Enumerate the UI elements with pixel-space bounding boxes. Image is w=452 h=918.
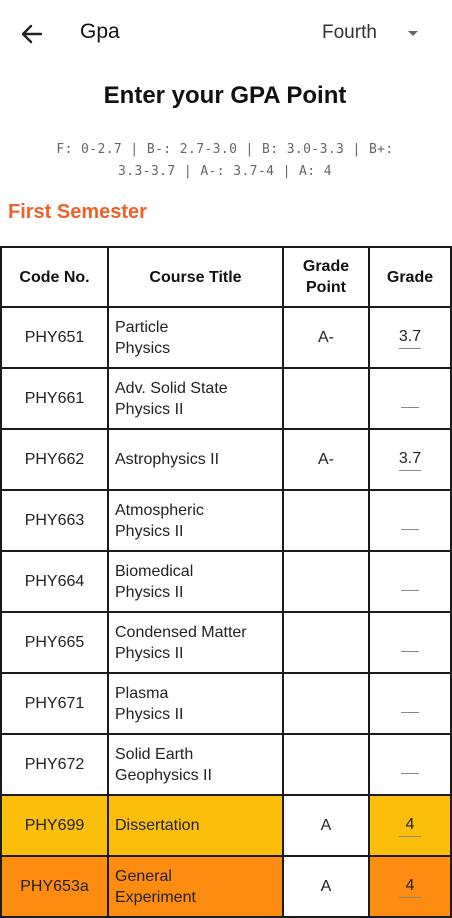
course-title <box>108 734 283 795</box>
table-row <box>1 856 451 917</box>
grade-input[interactable]: 3.7 <box>399 327 421 349</box>
grade-input[interactable]: 4 <box>399 876 421 898</box>
grade-point-selector[interactable] <box>283 734 369 795</box>
course-title <box>108 490 283 551</box>
grade-scale-line-1: F: 0-2.7 | B-: 2.7-3.0 | B: 3.0-3.3 | B+: <box>56 142 394 157</box>
course-title-line-2: Geophysics II <box>115 766 212 784</box>
grade-point-selector[interactable]: A- <box>283 429 369 490</box>
header-grade-point-line-2: Point <box>306 279 346 296</box>
grade-point-selector[interactable]: A- <box>283 307 369 368</box>
app-bar <box>0 0 450 66</box>
course-title-line-2: Physics II <box>115 583 184 601</box>
grade-cell <box>369 551 451 612</box>
course-title-line-2: Physics II <box>115 522 184 540</box>
grade-cell <box>369 307 451 368</box>
course-title-line-2: Physics <box>115 339 171 357</box>
gpa-heading: Enter your GPA Point <box>103 82 347 109</box>
grade-input[interactable]: 4 <box>399 815 421 837</box>
table-row <box>1 368 451 429</box>
course-title-line-2: Physics II <box>115 705 184 723</box>
course-title <box>108 856 283 917</box>
course-title <box>108 612 283 673</box>
grade-cell <box>369 490 451 551</box>
table-header-row <box>1 247 451 307</box>
table-row <box>1 429 451 490</box>
course-code: PHY653a <box>1 856 108 917</box>
course-title-line-2: Physics II <box>115 644 184 662</box>
grade-cell <box>369 734 451 795</box>
course-title-line-1: Adv. Solid State <box>115 379 228 397</box>
course-title-line-1: Astrophysics II <box>115 451 220 468</box>
course-table <box>0 246 452 918</box>
course-code: PHY664 <box>1 551 108 612</box>
course-title-line-1: General <box>115 867 172 885</box>
course-title-line-1: Particle <box>115 318 169 336</box>
table-row <box>1 612 451 673</box>
course-title-line-1: Biomedical <box>115 562 194 580</box>
header-course-title: Course Title <box>108 247 283 307</box>
grade-point-selector[interactable] <box>283 490 369 551</box>
course-title-line-2: Experiment <box>115 888 196 906</box>
header-code: Code No. <box>1 247 108 307</box>
table-row <box>1 734 451 795</box>
table-row <box>1 307 451 368</box>
grade-scale <box>12 139 438 183</box>
grade-input[interactable] <box>401 712 419 713</box>
grade-point-selector[interactable] <box>283 368 369 429</box>
grade-point-selector[interactable]: A <box>283 856 369 917</box>
grade-cell <box>369 673 451 734</box>
semester-title: First Semester <box>8 201 147 223</box>
grade-cell <box>369 368 451 429</box>
course-title <box>108 368 283 429</box>
course-code: PHY651 <box>1 307 108 368</box>
course-title-line-1: Dissertation <box>115 817 200 834</box>
grade-scale-line-2: 3.3-3.7 | A-: 3.7-4 | A: 4 <box>118 164 332 179</box>
grade-input[interactable] <box>401 590 419 591</box>
course-code: PHY661 <box>1 368 108 429</box>
header-grade-point <box>283 247 369 307</box>
grade-input[interactable] <box>401 529 419 530</box>
header-grade: Grade <box>369 247 451 307</box>
grade-cell <box>369 429 451 490</box>
grade-input[interactable] <box>401 407 419 408</box>
course-title <box>108 429 283 490</box>
course-code: PHY671 <box>1 673 108 734</box>
header-grade-point-line-1: Grade <box>302 258 350 275</box>
course-table-container <box>0 246 450 906</box>
course-code: PHY672 <box>1 734 108 795</box>
table-row <box>1 551 451 612</box>
course-title-line-2: Physics II <box>115 400 184 418</box>
grade-point-selector[interactable] <box>283 673 369 734</box>
course-title-line-1: Solid Earth <box>115 745 194 763</box>
grade-point-selector[interactable] <box>283 612 369 673</box>
grade-cell <box>369 795 451 856</box>
term-selected-value: Fourth <box>322 22 377 43</box>
grade-point-selector[interactable]: A <box>283 795 369 856</box>
course-code: PHY662 <box>1 429 108 490</box>
course-code: PHY699 <box>1 795 108 856</box>
table-row <box>1 795 451 856</box>
grade-input[interactable] <box>401 651 419 652</box>
table-row <box>1 673 451 734</box>
course-code: PHY663 <box>1 490 108 551</box>
course-title-line-1: Atmospheric <box>115 501 204 519</box>
course-title-line-1: Condensed Matter <box>115 623 247 641</box>
table-row <box>1 490 451 551</box>
caret-down-icon <box>408 31 418 36</box>
grade-cell <box>369 856 451 917</box>
back-button[interactable] <box>14 16 50 52</box>
course-title-line-1: Plasma <box>115 684 169 702</box>
grade-input[interactable]: 3.7 <box>399 449 421 471</box>
grade-input[interactable] <box>401 773 419 774</box>
course-code: PHY665 <box>1 612 108 673</box>
course-title <box>108 307 283 368</box>
term-dropdown[interactable] <box>312 14 432 52</box>
course-title <box>108 795 283 856</box>
arrow-left-icon <box>21 23 43 45</box>
grade-cell <box>369 612 451 673</box>
grade-point-selector[interactable] <box>283 551 369 612</box>
course-title <box>108 673 283 734</box>
course-title <box>108 551 283 612</box>
page-title: Gpa <box>80 20 120 43</box>
